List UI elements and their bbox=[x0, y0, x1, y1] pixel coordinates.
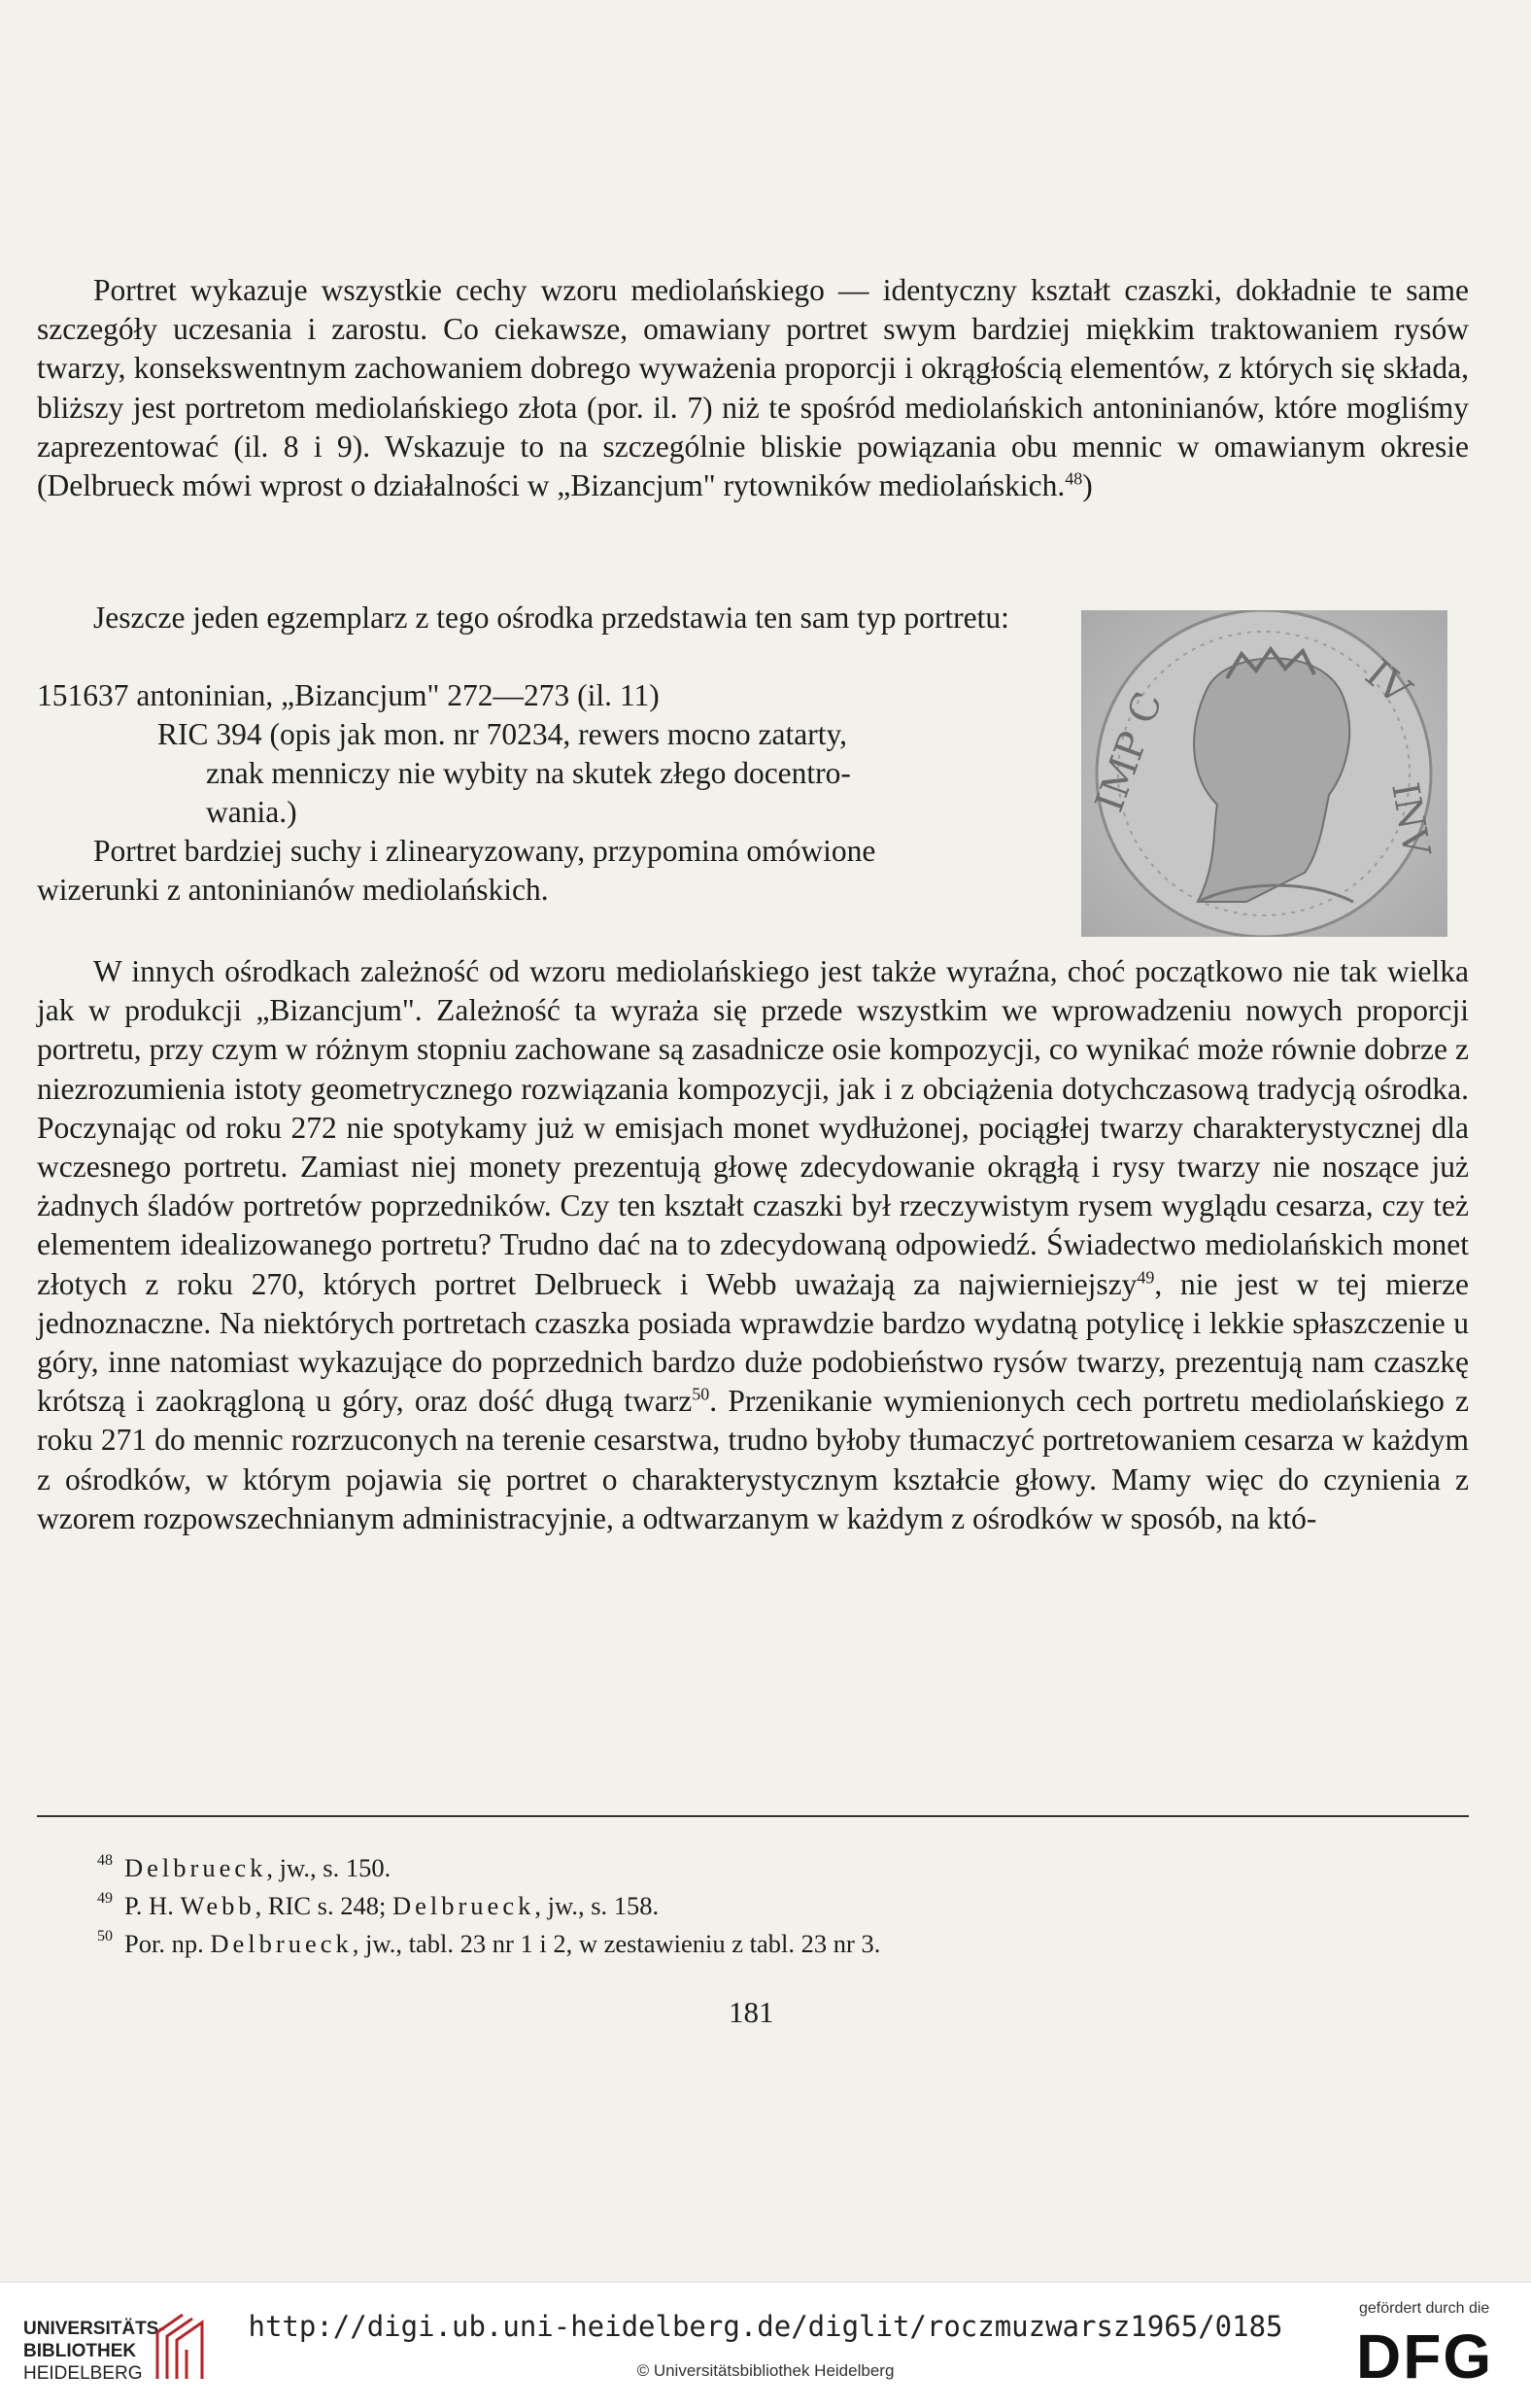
footnote-divider bbox=[37, 1815, 1469, 1817]
footnote-text: Por. np. bbox=[124, 1928, 211, 1958]
svg-text:IV: IV bbox=[1356, 651, 1419, 714]
footnote-text: , RIC s. 248; bbox=[255, 1890, 392, 1920]
page-number: 181 bbox=[729, 1995, 774, 2029]
paragraph-2-text: Jeszcze jeden egzemplarz z tego ośrodka przedstawia ten sam typ portretu: bbox=[93, 601, 1009, 635]
paragraph-1-text: Portret wykazuje wszystkie cechy wzoru mediolańskiego — identyczny kształt czaszki, dokładnie te same szczegóły uczesania i zarostu. Co ciekawsze, omawiany portret swym bardziej miękkim traktowaniem rysów twarzy, konsekswentnym zachowaniem dobrego wyważenia proporcji i okrągłością elementów, z których się składa, bliższy jest portretom mediolańskiego złota (por. il. 7) niż te spośród mediolańskich antoninianów, które mogliśmy zaprezentować (il. 8 i 9). Wskazuje to na szczególnie bliskie powiązania obu mennic w omawianym okresie (Delbrueck mówi wprost o działalności w „Bizancjum" rytowników mediolańskich. bbox=[37, 273, 1469, 503]
paragraph-3-text-a: W innych ośrodkach zależność od wzoru mediolańskiego jest także wyraźna, choć początkowo nie tak wielka jak w produkcji „Bizancjum". Zależność ta wyraża się przede wszystkim we wprowadzeniu nowych proporcji portretu, przy czym w różnym stopniu zachowane są zasadnicze osie kompozycji, co wynikać może równie dobrze z niezrozumienia istoty geometrycznego rozwiązania kompozycji, jak i z obciążenia dotychczasową tradycją ośrodka. Poczynając od roku 272 nie spotykamy już w emisjach monet wydłużonej, pociągłej twarzy charakterystycznej dla wczesnego portretu. Zamiast niej monety prezentują głowę zdecydowanie okrągłą i rysy twarzy nie noszące już żadnych śladów portretów poprzedników. Czy ten kształt czaszki był rzeczywistym rysem wyglądu cesarza, czy też elementem idealizowanego portretu? Trudno dać na to zdecydowaną odpowiedź. Świadectwo mediolańskich monet złotych z roku 270, których portret Delbrueck i Webb uważają za najwierniejszy bbox=[37, 954, 1469, 1301]
footnote-text: , jw., tabl. 23 nr 1 i 2, w zestawieniu z tabl. 23 nr 3. bbox=[352, 1928, 881, 1958]
footnote-48 bbox=[97, 1847, 391, 1883]
catalog-entry-line-1: RIC 394 (opis jak mon. nr 70234, rewers mocno zatarty, bbox=[157, 717, 848, 751]
paragraph-1 bbox=[37, 271, 1469, 505]
footnote-author: Delbrueck bbox=[124, 1852, 267, 1882]
viewer-footer bbox=[0, 2282, 1531, 2408]
paragraph-2b-line-1: Portret bardziej suchy i zlinearyzowany, przypomina omówione bbox=[93, 834, 876, 868]
footnote-50 bbox=[97, 1923, 880, 1959]
svg-text:INV: INV bbox=[1383, 778, 1439, 860]
catalog-entry-head: 151637 antoninian, „Bizancjum" 272—273 (il. 11) bbox=[37, 678, 660, 712]
footnote-author: Delbrueck bbox=[391, 1890, 535, 1920]
dfg-logo[interactable]: DFG bbox=[1356, 2322, 1494, 2391]
library-name-line: BIBLIOTHEK bbox=[23, 2341, 137, 2361]
paragraph-2b-line-2: wizerunki z antoninianów mediolańskich. bbox=[37, 873, 549, 907]
footnote-ref-50[interactable]: 50 bbox=[692, 1384, 710, 1404]
footnote-text: , jw., s. 158. bbox=[534, 1890, 660, 1920]
paragraph-1-end: ) bbox=[1082, 468, 1093, 503]
paragraph-3-text-c: . Przenikanie wymienionych cech portretu mediolańskiego z roku 271 do mennic rozrzuconych na terenie cesarstwa, trudno byłoby tłumaczyć portretowaniem cesarza w każdym z ośrodków, w którym pojawia się portret o charakterystycznym kształcie głowy. Mamy więc do czynienia z wzorem rozpowszechnianym administracyjnie, a odtwarzanym w każdym z ośrodków w sposób, na któ- bbox=[37, 1384, 1469, 1535]
library-name-line: UNIVERSITÄTS- bbox=[23, 2319, 165, 2339]
footnote-author: Delbrueck bbox=[210, 1928, 353, 1958]
coin-photo bbox=[1081, 610, 1447, 937]
footnote-number: 49 bbox=[97, 1890, 113, 1907]
catalog-entry-line-3: wania.) bbox=[206, 795, 297, 829]
paragraph-2 bbox=[37, 599, 1055, 637]
svg-text:IMP C: IMP C bbox=[1087, 686, 1172, 818]
permalink-url[interactable]: http://digi.ub.uni-heidelberg.de/diglit/roczmuzwarsz1965/0185 bbox=[248, 2310, 1283, 2343]
catalog-entry-line-2: znak menniczy nie wybity na skutek złego docentro- bbox=[206, 756, 851, 790]
footnote-ref-48[interactable]: 48 bbox=[1065, 468, 1083, 489]
footnote-text: , jw., s. 150. bbox=[266, 1852, 391, 1882]
footnote-author: Webb bbox=[180, 1890, 255, 1920]
footnote-49 bbox=[97, 1885, 659, 1921]
paragraph-3 bbox=[37, 952, 1469, 1538]
library-name-line: HEIDELBERG bbox=[23, 2363, 143, 2384]
paragraph-3-text-b: , nie jest w tej mierze jednoznaczne. Na niektórych portretach czaszka posiada wprawdzie bardzo wydatną potylicę i lekkie spłaszczenie u góry, inne natomiast wykazujące do poprzednich bardzo duże podobieństwo rysów twarzy, prezentują nam czaszkę krótszą i zaokrągloną u góry, oraz dość długą twarz bbox=[37, 1266, 1469, 1419]
copyright-notice: © Universitätsbibliothek Heidelberg bbox=[636, 2361, 895, 2380]
funding-label: gefördert durch die bbox=[1359, 2300, 1490, 2317]
footnote-number: 48 bbox=[97, 1852, 113, 1869]
footnote-text: P. H. bbox=[124, 1890, 181, 1920]
footnote-ref-49[interactable]: 49 bbox=[1137, 1267, 1155, 1288]
footnote-number: 50 bbox=[97, 1928, 113, 1944]
